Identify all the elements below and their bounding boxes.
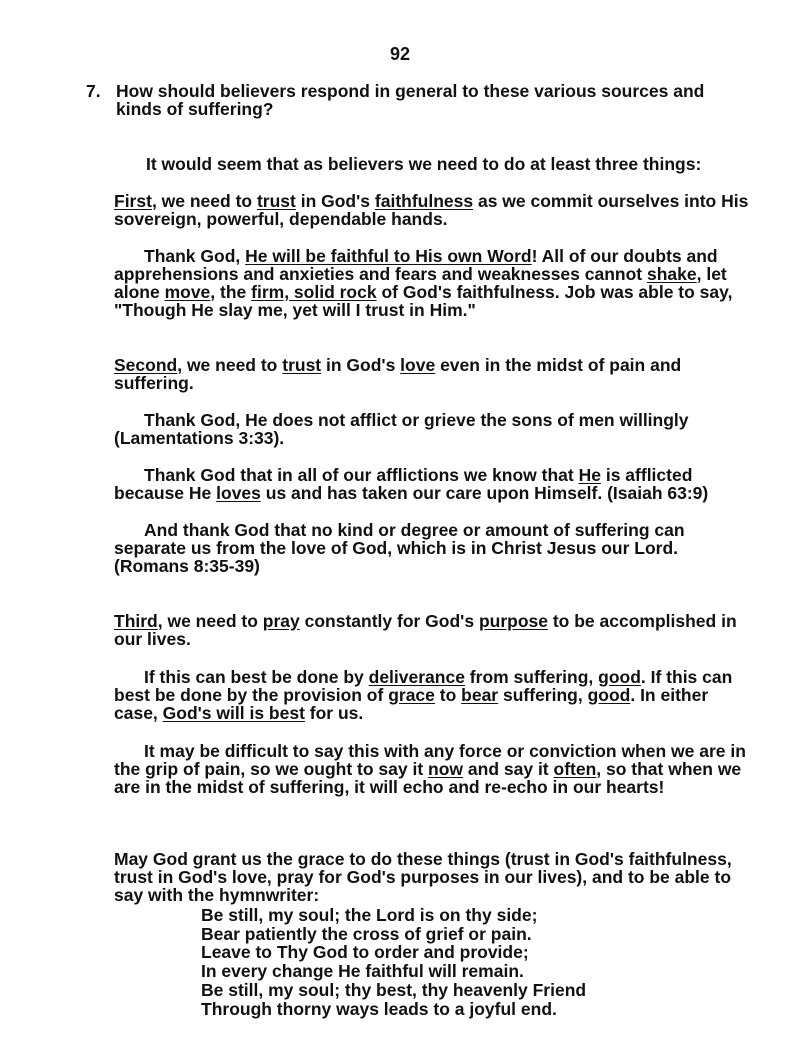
underlined-text: loves	[216, 482, 261, 503]
underlined-text: Second	[114, 354, 178, 375]
paragraph-text: of God's faithfulness. Job was able to say, "Though He slay me, yet will I trust in Him."	[114, 281, 733, 320]
paragraph-text: It would seem that as believers we need to do at least three things:	[146, 153, 702, 174]
question-text: How should believers respond in general to these various sources and kinds of suffering?	[116, 81, 705, 119]
paragraph-text: , let alone	[114, 263, 727, 302]
paragraph-text: Thank God,	[144, 245, 246, 266]
underlined-text: shake	[646, 263, 697, 284]
paragraph-text: May God grant us the grace to do these things (trust in God's faithfulness, trust in God's love, pray for God's purposes in our lives), and to be able to say with the hymnwriter:	[114, 848, 732, 905]
hymn-line: Leave to Thy God to order and provide;	[201, 942, 529, 963]
paragraph-text: from suffering,	[464, 666, 599, 687]
underlined-text: grace	[388, 684, 435, 705]
paragraph-text: And thank God that no kind or degree or amount of suffering can separate us from the love of God, which is in Christ Jesus our Lord. (Romans 8:35-39)	[114, 519, 685, 576]
underlined-text: trust	[256, 190, 296, 211]
hymn-line: Be still, my soul; the Lord is on thy side;	[201, 905, 538, 925]
paragraph-intro	[116, 155, 756, 173]
paragraph-text: It may be difficult to say this with any force or conviction when we are in the grip of pain, so we ought to say it	[114, 740, 746, 779]
paragraph-text: , we need to	[151, 190, 257, 211]
underlined-text: good	[598, 666, 641, 687]
paragraph-isaiah	[114, 466, 754, 502]
paragraph-third-point	[114, 612, 754, 648]
underlined-text: God's will is best	[162, 702, 305, 723]
paragraph-text: . In either case,	[114, 684, 709, 723]
hymn-line: Bear patiently the cross of grief or pain.	[201, 923, 532, 944]
paragraph-text: . If this can best be done by the provision of	[114, 666, 733, 705]
paragraph-text: , we need to	[157, 610, 263, 631]
hymn-line: Be still, my soul; thy best, thy heavenly Friend	[201, 979, 587, 1000]
underlined-text: trust	[282, 354, 322, 375]
paragraph-text: ! All of our doubts and apprehensions and anxieties and fears and weaknesses cannot	[114, 245, 718, 284]
paragraph-text: to	[434, 684, 462, 705]
underlined-text: love	[400, 354, 436, 375]
paragraph-text: Thank God, He does not afflict or grieve the sons of men willingly (Lamentations 3:33).	[114, 409, 689, 448]
paragraph-text: for us.	[304, 702, 364, 723]
paragraph-second-point	[114, 356, 754, 392]
paragraph-text: us and has taken our care upon Himself. (Isaiah 63:9)	[260, 482, 709, 503]
paragraph-closing	[114, 850, 754, 904]
paragraph-text: suffering,	[498, 684, 588, 705]
paragraph-text: , we need to	[177, 354, 283, 375]
underlined-text: First	[114, 190, 152, 211]
paragraph-text: Thank God that in all of our afflictions we know that	[144, 464, 579, 485]
paragraph-text: to be accomplished in our lives.	[114, 610, 737, 649]
paragraph-text: in God's	[321, 354, 401, 375]
paragraph-text: , the	[210, 281, 252, 302]
underlined-text: faithfulness	[374, 190, 474, 211]
paragraph-pray-now	[114, 742, 754, 796]
paragraph-romans	[114, 521, 754, 575]
underlined-text: He	[578, 464, 601, 485]
paragraph-text: in God's	[295, 190, 375, 211]
underlined-text: firm, solid rock	[251, 281, 377, 302]
paragraph-text: , so that when we are in the midst of suffering, it will echo and re-echo in our hearts!	[114, 758, 742, 797]
underlined-text: purpose	[478, 610, 548, 631]
underlined-text: now	[428, 758, 464, 779]
underlined-text: Third	[114, 610, 158, 631]
hymn-line: In every change He faithful will remain.	[201, 961, 524, 982]
underlined-text: often	[553, 758, 597, 779]
underlined-text: He will be faithful to His own Word	[245, 245, 532, 266]
underlined-text: deliverance	[368, 666, 465, 687]
underlined-text: pray	[262, 610, 300, 631]
paragraph-deliverance	[114, 668, 754, 722]
paragraph-faithful	[114, 247, 754, 319]
paragraph-lamentations	[114, 411, 754, 447]
paragraph-text: as we commit ourselves into His sovereign, powerful, dependable hands.	[114, 190, 749, 229]
question-number: 7.	[86, 81, 101, 101]
underlined-text: good	[587, 684, 631, 705]
page-number: 92	[389, 44, 411, 64]
hymn-line: Through thorny ways leads to a joyful end.	[201, 998, 557, 1019]
paragraph-text: constantly for God's	[299, 610, 479, 631]
underlined-text: move	[164, 281, 211, 302]
paragraph-text: and say it	[463, 758, 554, 779]
hymn-quote	[201, 906, 586, 1018]
paragraph-text: is afflicted because He	[114, 464, 693, 503]
paragraph-first-point	[114, 192, 754, 228]
paragraph-text: even in the midst of pain and suffering.	[114, 354, 682, 393]
paragraph-text: If this can best be done by	[144, 666, 369, 687]
underlined-text: bear	[461, 684, 499, 705]
